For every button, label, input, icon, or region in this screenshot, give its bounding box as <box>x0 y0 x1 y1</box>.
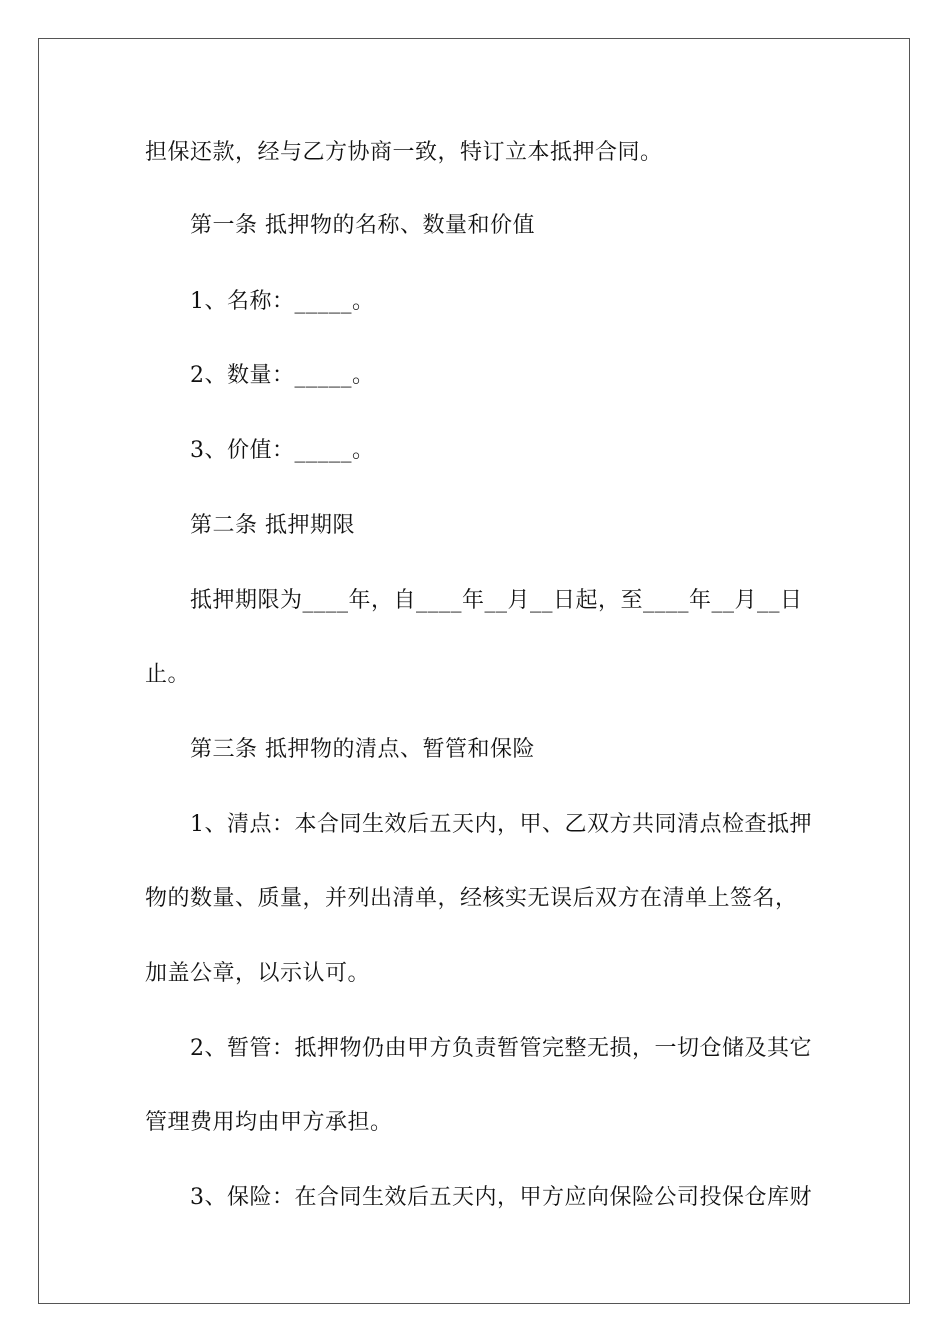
body-text-line: 2、暂管：抵押物仍由甲方负责暂管完整无损，一切仓储及其它 <box>190 1036 812 1061</box>
list-item: 3、价值：_____。 <box>190 438 375 463</box>
body-text-line: 加盖公章，以示认可。 <box>145 961 371 986</box>
body-text-line: 止。 <box>145 662 191 687</box>
body-text-line: 管理费用均由甲方承担。 <box>145 1110 393 1135</box>
article-heading: 第二条 抵押期限 <box>190 513 355 538</box>
body-text-line: 抵押期限为____年，自____年__月__日起，至____年__月__日 <box>190 588 803 613</box>
list-item: 1、名称：_____。 <box>190 289 375 314</box>
body-text-line: 3、保险：在合同生效后五天内，甲方应向保险公司投保仓库财 <box>190 1185 812 1210</box>
list-item: 2、数量：_____。 <box>190 363 375 388</box>
article-heading: 第三条 抵押物的清点、暂管和保险 <box>190 737 535 762</box>
body-text-line: 担保还款，经与乙方协商一致，特订立本抵押合同。 <box>145 140 663 165</box>
article-heading: 第一条 抵押物的名称、数量和价值 <box>190 213 535 238</box>
body-text-line: 1、清点：本合同生效后五天内，甲、乙双方共同清点检查抵押 <box>190 812 812 837</box>
body-text-line: 物的数量、质量，并列出清单，经核实无误后双方在清单上签名， <box>145 886 798 911</box>
